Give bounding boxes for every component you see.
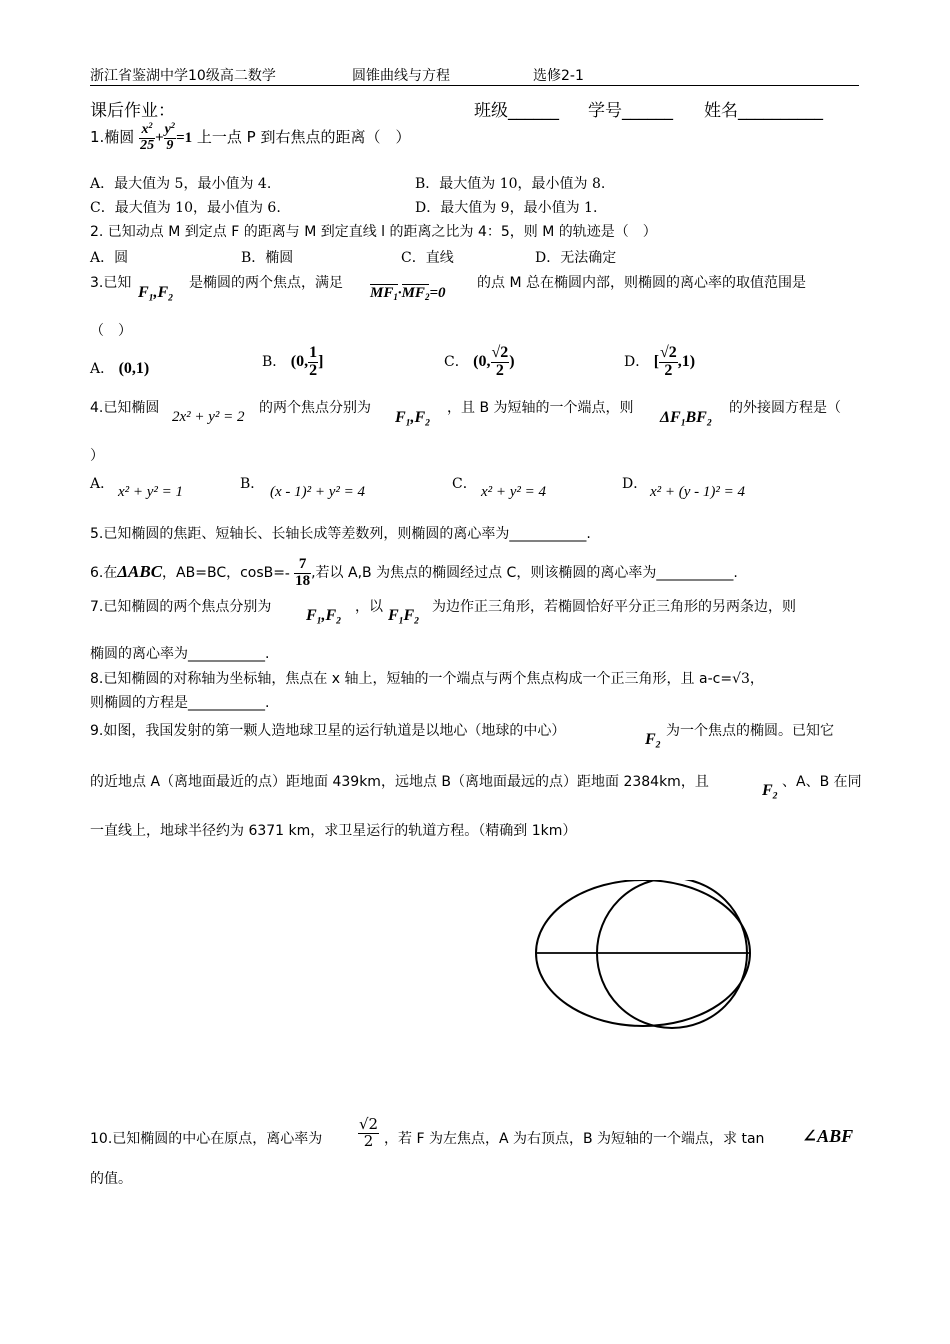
question-10-stem-b: ，若 F 为左焦点，A 为右顶点，B 为短轴的一个端点，求 tan [384, 1131, 765, 1147]
question-4-paren: ） [90, 448, 104, 464]
header-school: 浙江省鉴湖中学10级高二数学 [90, 68, 276, 84]
q4-option-d-label: D． [622, 476, 648, 492]
q3-foci: $F_1,F_2$ [138, 284, 173, 304]
question-8-line2: 则椭圆的方程是___________. [90, 695, 270, 711]
question-10-stem-a: 10.已知椭圆的中心在原点，离心率为 [90, 1131, 323, 1147]
question-3-stem-c: 的点 M 总在椭圆内部，则椭圆的离心率的取值范围是 [477, 275, 806, 291]
class-field: 班级______ [474, 101, 559, 121]
question-9-line2a: 的近地点 A（离地面最近的点）距地面 439km，远地点 B（离地面最远的点）距地面 2384km，且 [90, 774, 709, 790]
q1-eq: =1 [176, 130, 193, 147]
q10-eccentricity: $\frac{√2}{2}$ [359, 1115, 379, 1150]
question-7-stem-b: ，以 [355, 599, 383, 615]
q3-option-d: D． [ $\frac{√2}{2}$ ,1) [624, 344, 696, 379]
q4-option-a-label: A． [90, 476, 115, 492]
q1-option-c: C．最大值为 10，最小值为 6. [90, 200, 281, 216]
q2-option-a: A．圆 [90, 250, 129, 266]
question-10-line2: 的值。 [90, 1171, 132, 1187]
q7-foci: $F_1,F_2$ [306, 607, 341, 627]
question-5: 5.已知椭圆的焦距、短轴长、长轴长成等差数列，则椭圆的离心率为___________. [90, 526, 591, 542]
q2-option-d: D．无法确定 [535, 250, 617, 266]
question-2: 2. 已知动点 M 到定点 F 的距离与 M 到定直线 l 的距离之比为 4：5，则 M 的轨迹是（ ） [90, 224, 657, 240]
question-7-stem-a: 7.已知椭圆的两个焦点分别为 [90, 599, 272, 615]
question-6: 6.在ΔABC，AB=BC，cosB=- $\frac{7}{18}$ ,若以 A,B 为焦点的椭圆经过点 C，则该椭圆的离心率为___________. [90, 556, 738, 589]
q1-option-d: D．最大值为 9，最小值为 1. [415, 200, 598, 216]
question-4-stem-a: 4.已知椭圆 [90, 400, 160, 416]
student-number-field: 学号______ [588, 101, 673, 121]
q3-option-c: C． (0, $\frac{√2}{2}$ ) [444, 344, 515, 379]
q4-option-b: (x - 1)² + y² = 4 [270, 484, 366, 500]
header-rule [90, 85, 859, 86]
name-field: 姓名__________ [704, 101, 823, 121]
q3-option-b: B． (0, $\frac{1}{2}$ ] [262, 344, 324, 379]
question-3-stem-b: 是椭圆的两个焦点，满足 [189, 275, 343, 291]
q1-stem-a: 1.椭圆 [90, 128, 135, 147]
q10-angle: ∠ABF [802, 1126, 854, 1146]
q4-triangle: $\Delta F_1BF_2$ [660, 409, 712, 429]
q1-frac-y: $\frac{y^2}{9}$ [164, 121, 176, 153]
question-4-stem-c: ，且 B 为短轴的一个端点，则 [447, 400, 634, 416]
q9-focus-1: $F_2$ [645, 731, 661, 751]
q3-option-a: A． (0,1) [90, 360, 150, 377]
question-9-line2b: 、A、B 在同 [782, 774, 862, 790]
q2-option-c: C．直线 [401, 250, 454, 266]
question-4-stem-d: 的外接圆方程是（ [729, 400, 841, 416]
question-3-paren: （ ） [90, 323, 132, 339]
question-9-stem-a: 9.如图，我国发射的第一颗人造地球卫星的运行轨道是以地心（地球的中心） [90, 723, 566, 739]
q4-option-c: x² + y² = 4 [481, 484, 547, 500]
q4-option-d: x² + (y - 1)² = 4 [650, 484, 746, 500]
q9-focus-2: $F_2$ [762, 782, 778, 802]
header-topic: 圆锥曲线与方程 [352, 68, 450, 84]
q4-option-c-label: C． [452, 476, 477, 492]
q1-option-a: A．最大值为 5，最小值为 4. [90, 176, 272, 192]
homework-title: 课后作业： [90, 101, 175, 121]
earth-circle [597, 880, 747, 1028]
q1-option-b: B．最大值为 10，最小值为 8. [415, 176, 606, 192]
question-4-stem-b: 的两个焦点分别为 [259, 400, 371, 416]
header-module: 选修2-1 [533, 68, 584, 84]
q4-option-a: x² + y² = 1 [118, 484, 184, 500]
question-9-line3: 一直线上，地球半径约为 6371 km，求卫星运行的轨道方程。（精确到 1km） [90, 823, 577, 839]
q3-dot-product: $MF_1\cdot MF_2=0$ [370, 285, 446, 303]
q1-stem-b: 上一点 P 到右焦点的距离（ ） [196, 128, 411, 147]
question-7-stem-c: 为边作正三角形，若椭圆恰好平分正三角形的另两条边，则 [432, 599, 796, 615]
question-3-stem-a: 3.已知 [90, 275, 132, 291]
q4-option-b-label: B． [240, 476, 265, 492]
q4-foci: $F_1,F_2$ [395, 409, 430, 429]
q2-option-b: B．椭圆 [241, 250, 294, 266]
orbit-diagram [530, 880, 760, 1035]
q1-frac-x: $\frac{x^2}{25}$ [140, 121, 155, 153]
q4-equation: 2x² + y² = 2 [172, 409, 245, 425]
question-1: 1.椭圆 $\frac{x^2}{25}$ + $\frac{y^2}{9}$ =1 上一点 P 到右焦点的距离（ ） [90, 121, 411, 153]
q7-segment: $F_1F_2$ [388, 607, 419, 627]
question-8-line1: 8.已知椭圆的对称轴为坐标轴，焦点在 x 轴上，短轴的一个端点与两个焦点构成一个正三角形，且 a-c=√3， [90, 671, 764, 687]
question-9-stem-b: 为一个焦点的椭圆。已知它 [666, 723, 834, 739]
question-7-line2: 椭圆的离心率为___________. [90, 646, 270, 662]
